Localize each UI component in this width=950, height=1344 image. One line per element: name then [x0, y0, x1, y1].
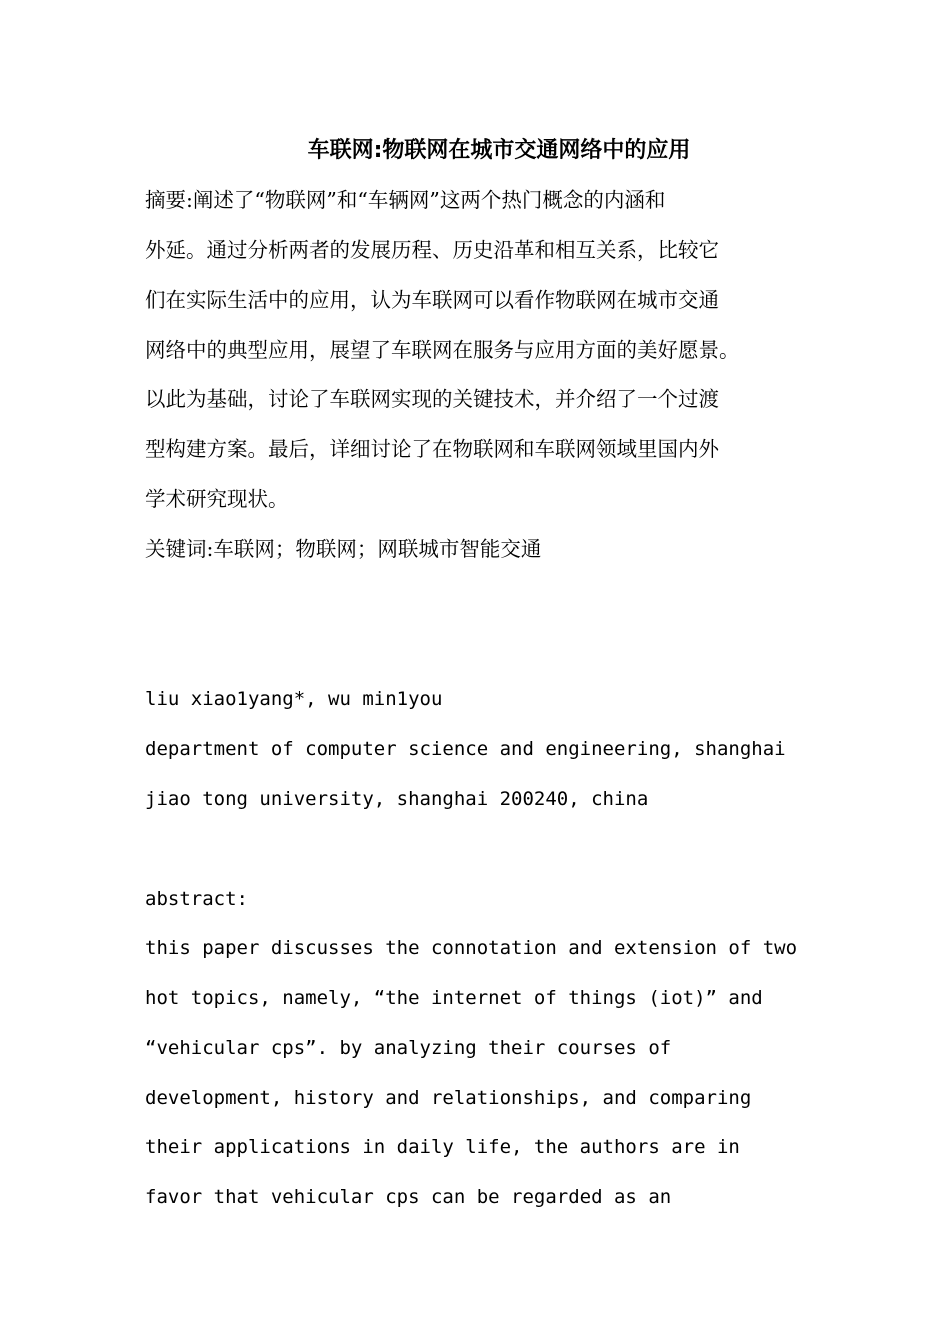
abstract-cn-line: 以此为基础，讨论了车联网实现的关键技术，并介绍了一个过渡: [145, 387, 719, 411]
abstract-en-line: “vehicular cps”. by analyzing their courses of: [145, 1037, 672, 1059]
abstract-en-line: hot topics, namely, “the internet of things (iot)” and: [145, 987, 763, 1009]
affiliation-line: department of computer science and engineering, shanghai: [145, 738, 786, 760]
abstract-en-heading: abstract:: [145, 888, 248, 910]
abstract-en-line: this paper discusses the connotation and extension of two: [145, 937, 798, 959]
affiliation-line: jiao tong university, shanghai 200240, china: [145, 788, 649, 810]
abstract-cn-line: 网络中的典型应用，展望了车联网在服务与应用方面的美好愿景。: [145, 338, 740, 362]
abstract-en-line: favor that vehicular cps can be regarded as an: [145, 1186, 672, 1208]
abstract-cn-line: 外延。通过分析两者的发展历程、历史沿革和相互关系，比较它: [145, 238, 719, 262]
abstract-cn-line: 摘要:阐述了“物联网”和“车辆网”这两个热门概念的内涵和: [145, 188, 666, 212]
abstract-en-line: their applications in daily life, the authors are in: [145, 1136, 740, 1158]
authors: liu xiao1yang*, wu min1you: [145, 688, 443, 710]
abstract-cn-line: 型构建方案。最后，详细讨论了在物联网和车联网领域里国内外: [145, 437, 719, 461]
keywords-cn: 关键词:车联网；物联网；网联城市智能交通: [145, 537, 542, 561]
abstract-cn-line: 学术研究现状。: [145, 487, 289, 511]
paper-title: 车联网:物联网在城市交通网络中的应用: [307, 138, 691, 163]
abstract-cn-line: 们在实际生活中的应用，认为车联网可以看作物联网在城市交通: [145, 288, 719, 312]
abstract-en-line: development, history and relationships, and comparing: [145, 1087, 752, 1109]
